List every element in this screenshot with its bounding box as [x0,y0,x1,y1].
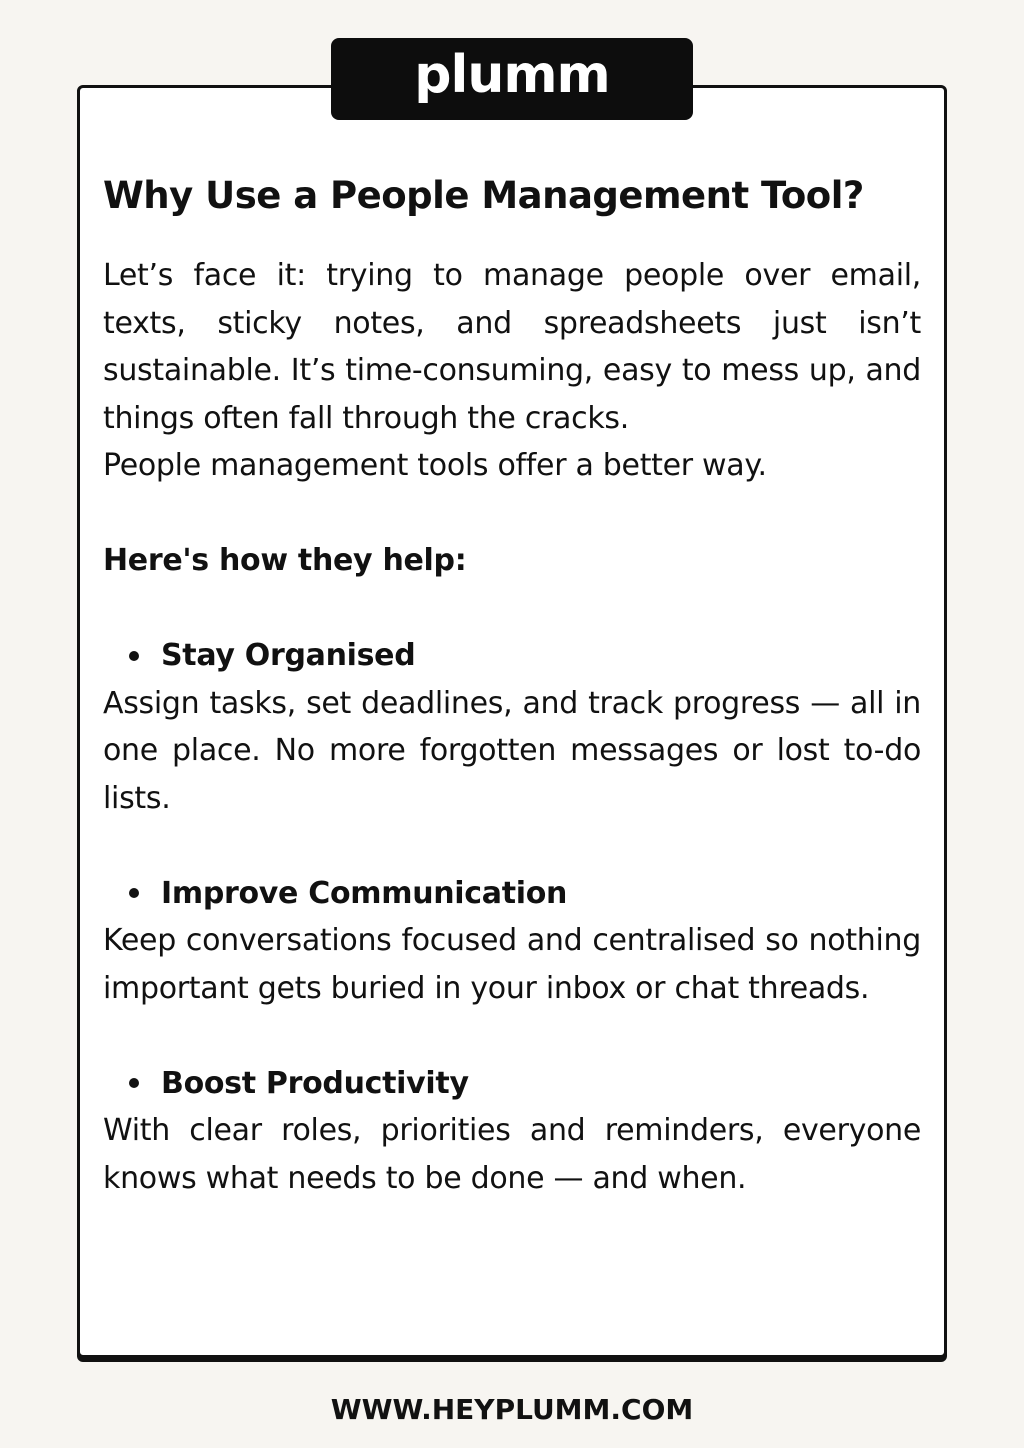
benefit-heading-text: Improve Communication [161,875,568,911]
page-title: Why Use a People Management Tool? [103,174,864,217]
logo-text: plumm [414,45,610,105]
website-link[interactable]: WWW.HEYPLUMM.COM [330,1393,694,1426]
benefit-body-organised: Assign tasks, set deadlines, and track progress — all in one place. No more forgotten messages or lost to-do lists. [103,685,921,816]
article-body [103,168,921,1202]
benefit-heading-text: Boost Productivity [161,1065,469,1101]
bullet-icon [129,1078,139,1088]
benefit-heading-organised [103,632,921,680]
benefit-body-communication: Keep conversations focused and centralised so nothing important gets buried in your inbox or chat threads. [103,923,921,1006]
section-subheading: Here's how they help: [103,543,467,578]
intro-paragraph: Let’s face it: trying to manage people over email, texts, sticky notes, and spreadsheets just isn’t sustainable. It’s time-consuming, easy to mess up, and things often fall through the cracks. [103,258,921,436]
spacer [103,585,921,633]
benefit-heading-productivity [103,1060,921,1108]
spacer [103,822,921,870]
brand-logo [331,38,693,120]
intro-followup: People management tools offer a better way. [103,448,767,483]
bullet-icon [129,888,139,898]
spacer [103,1012,921,1060]
benefit-body-productivity: With clear roles, priorities and reminders, everyone knows what needs to be done — and when. [103,1113,921,1196]
spacer [103,490,921,538]
benefit-heading-communication [103,870,921,918]
benefit-heading-text: Stay Organised [161,638,416,673]
bullet-icon [129,651,139,661]
